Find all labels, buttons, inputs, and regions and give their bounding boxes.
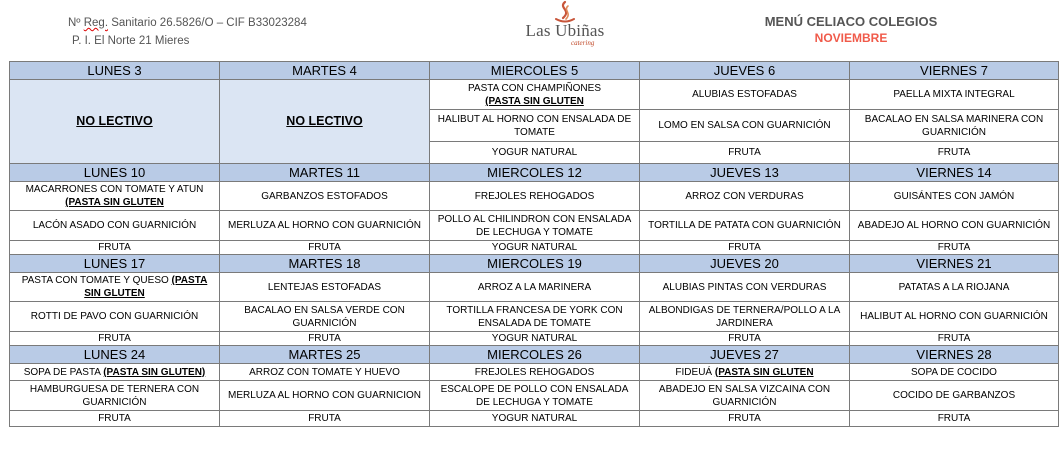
menu-cell: FREJOLES REHOGADOS bbox=[430, 364, 640, 381]
menu-cell: MERLUZA AL HORNO CON GUARNICIÓN bbox=[220, 211, 430, 241]
menu-month: NOVIEMBRE bbox=[814, 31, 888, 45]
menu-cell: LOMO EN SALSA CON GUARNICIÓN bbox=[640, 110, 850, 142]
menu-cell: FRUTA bbox=[850, 332, 1059, 346]
menu-cell: PAELLA MIXTA INTEGRAL bbox=[850, 80, 1059, 110]
gluten-free-note: (PASTA SIN GLUTEN bbox=[84, 275, 208, 299]
menu-cell: FRUTA bbox=[640, 411, 850, 427]
gluten-free-note: (PASTA SIN GLUTEN bbox=[485, 95, 584, 107]
day-header: MIERCOLES 19 bbox=[430, 255, 640, 273]
menu-cell: LACÓN ASADO CON GUARNICIÓN bbox=[10, 211, 220, 241]
menu-cell: GARBANZOS ESTOFADOS bbox=[220, 182, 430, 211]
registry-word: Reg. bbox=[83, 17, 109, 29]
day-header-row bbox=[10, 62, 1059, 80]
day-header: VIERNES 28 bbox=[850, 346, 1059, 364]
menu-cell: ALUBIAS PINTAS CON VERDURAS bbox=[640, 273, 850, 302]
no-lectivo-cell: NO LECTIVO bbox=[10, 80, 220, 164]
day-header: VIERNES 7 bbox=[850, 62, 1059, 80]
menu-cell: FRUTA bbox=[220, 241, 430, 255]
menu-cell: FRUTA bbox=[10, 411, 220, 427]
day-header: MARTES 4 bbox=[220, 62, 430, 80]
day-header: VIERNES 14 bbox=[850, 164, 1059, 182]
day-header: LUNES 17 bbox=[10, 255, 220, 273]
menu-cell: FRUTA bbox=[640, 241, 850, 255]
menu-cell: HALIBUT AL HORNO CON ENSALADA DE TOMATE bbox=[430, 110, 640, 142]
menu-cell: ESCALOPE DE POLLO CON ENSALADA DE LECHUGA Y TOMATE bbox=[430, 381, 640, 411]
menu-cell: YOGUR NATURAL bbox=[430, 142, 640, 164]
registry-line bbox=[68, 14, 307, 32]
menu-cell: FRUTA bbox=[640, 332, 850, 346]
menu-cell: FRUTA bbox=[850, 411, 1059, 427]
menu-cell: FRUTA bbox=[640, 142, 850, 164]
logo-subtitle: catering bbox=[571, 39, 595, 47]
day-header: LUNES 3 bbox=[10, 62, 220, 80]
menu-cell: ABADEJO AL HORNO CON GUARNICIÓN bbox=[850, 211, 1059, 241]
day-header: MARTES 25 bbox=[220, 346, 430, 364]
day-header: JUEVES 27 bbox=[640, 346, 850, 364]
menu-cell: YOGUR NATURAL bbox=[430, 332, 640, 346]
menu-cell: ABADEJO EN SALSA VIZCAINA CON GUARNICIÓN bbox=[640, 381, 850, 411]
menu-cell bbox=[10, 182, 220, 211]
menu-cell: FRUTA bbox=[10, 241, 220, 255]
day-header-row bbox=[10, 255, 1059, 273]
dish-text: SOPA DE PASTA bbox=[23, 366, 101, 378]
menu-cell: ARROZ A LA MARINERA bbox=[430, 273, 640, 302]
first-course-row bbox=[10, 273, 1059, 302]
second-course-row bbox=[10, 211, 1059, 241]
day-header: MARTES 18 bbox=[220, 255, 430, 273]
menu-cell: POLLO AL CHILINDRON CON ENSALADA DE LECHUGA Y TOMATE bbox=[430, 211, 640, 241]
menu-cell: FRUTA bbox=[10, 332, 220, 346]
dish-text: PASTA CON CHAMPIÑONES bbox=[468, 82, 601, 94]
menu-cell: TORTILLA FRANCESA DE YORK CON ENSALADA DE TOMATE bbox=[430, 302, 640, 332]
registry-prefix: Nº bbox=[68, 17, 81, 29]
menu-heading bbox=[740, 13, 962, 46]
gluten-free-note: (PASTA SIN GLUTEN bbox=[65, 197, 164, 208]
second-course-row bbox=[10, 302, 1059, 332]
menu-cell: COCIDO DE GARBANZOS bbox=[850, 381, 1059, 411]
dessert-row bbox=[10, 241, 1059, 255]
menu-cell: HALIBUT AL HORNO CON GUARNICIÓN bbox=[850, 302, 1059, 332]
menu-cell: FRUTA bbox=[850, 142, 1059, 164]
menu-cell: ALBONDIGAS DE TERNERA/POLLO A LA JARDINERA bbox=[640, 302, 850, 332]
dessert-row bbox=[10, 411, 1059, 427]
day-header: LUNES 10 bbox=[10, 164, 220, 182]
day-header: VIERNES 21 bbox=[850, 255, 1059, 273]
company-logo bbox=[505, 0, 625, 50]
registry-number: Sanitario 26.5826/O – CIF B33023284 bbox=[111, 17, 307, 29]
menu-cell: PATATAS A LA RIOJANA bbox=[850, 273, 1059, 302]
first-course-row bbox=[10, 364, 1059, 381]
menu-cell: LENTEJAS ESTOFADAS bbox=[220, 273, 430, 302]
day-header: LUNES 24 bbox=[10, 346, 220, 364]
menu-cell bbox=[10, 364, 220, 381]
menu-cell: ARROZ CON VERDURAS bbox=[640, 182, 850, 211]
menu-cell bbox=[640, 364, 850, 381]
menu-cell bbox=[10, 273, 220, 302]
menu-cell: YOGUR NATURAL bbox=[430, 411, 640, 427]
day-header: JUEVES 20 bbox=[640, 255, 850, 273]
address: P. I. El Norte 21 Mieres bbox=[72, 35, 190, 47]
dish-text: PASTA CON TOMATE Y QUESO bbox=[21, 275, 169, 286]
second-course-row bbox=[10, 381, 1059, 411]
menu-cell: ALUBIAS ESTOFADAS bbox=[640, 80, 850, 110]
menu-cell: FREJOLES REHOGADOS bbox=[430, 182, 640, 211]
day-header: MIERCOLES 26 bbox=[430, 346, 640, 364]
menu-cell: FRUTA bbox=[850, 241, 1059, 255]
logo-name: Las Ubiñas bbox=[525, 21, 605, 40]
day-header: MARTES 11 bbox=[220, 164, 430, 182]
menu-cell bbox=[430, 80, 640, 110]
menu-table bbox=[9, 61, 1059, 427]
menu-cell: GUISÁNTES CON JAMÓN bbox=[850, 182, 1059, 211]
menu-cell: TORTILLA DE PATATA CON GUARNICIÓN bbox=[640, 211, 850, 241]
menu-cell: SOPA DE COCIDO bbox=[850, 364, 1059, 381]
gluten-free-note: (PASTA SIN GLUTEN) bbox=[103, 366, 206, 378]
menu-cell: ARROZ CON TOMATE Y HUEVO bbox=[220, 364, 430, 381]
menu-cell: BACALAO EN SALSA VERDE CON GUARNICIÓN bbox=[220, 302, 430, 332]
menu-cell: ROTTI DE PAVO CON GUARNICIÓN bbox=[10, 302, 220, 332]
menu-cell: MERLUZA AL HORNO CON GUARNICION bbox=[220, 381, 430, 411]
dish-text: MACARRONES CON TOMATE Y ATUN bbox=[25, 184, 204, 195]
day-header-row bbox=[10, 346, 1059, 364]
no-lectivo-cell: NO LECTIVO bbox=[220, 80, 430, 164]
menu-cell: HAMBURGUESA DE TERNERA CON GUARNICIÓN bbox=[10, 381, 220, 411]
gluten-free-note: (PASTA SIN GLUTEN bbox=[714, 366, 814, 378]
company-info bbox=[68, 14, 307, 50]
menu-cell: FRUTA bbox=[220, 411, 430, 427]
day-header: MIERCOLES 12 bbox=[430, 164, 640, 182]
dessert-row bbox=[10, 332, 1059, 346]
day-header: MIERCOLES 5 bbox=[430, 62, 640, 80]
menu-cell: BACALAO EN SALSA MARINERA CON GUARNICIÓN bbox=[850, 110, 1059, 142]
day-header: JUEVES 6 bbox=[640, 62, 850, 80]
day-header: JUEVES 13 bbox=[640, 164, 850, 182]
dish-text: FIDEUÁ bbox=[675, 366, 713, 378]
menu-title: MENÚ CELIACO COLEGIOS bbox=[764, 14, 938, 29]
menu-cell: YOGUR NATURAL bbox=[430, 241, 640, 255]
menu-cell: FRUTA bbox=[220, 332, 430, 346]
first-course-row bbox=[10, 182, 1059, 211]
first-course-row bbox=[10, 80, 1059, 110]
day-header-row bbox=[10, 164, 1059, 182]
